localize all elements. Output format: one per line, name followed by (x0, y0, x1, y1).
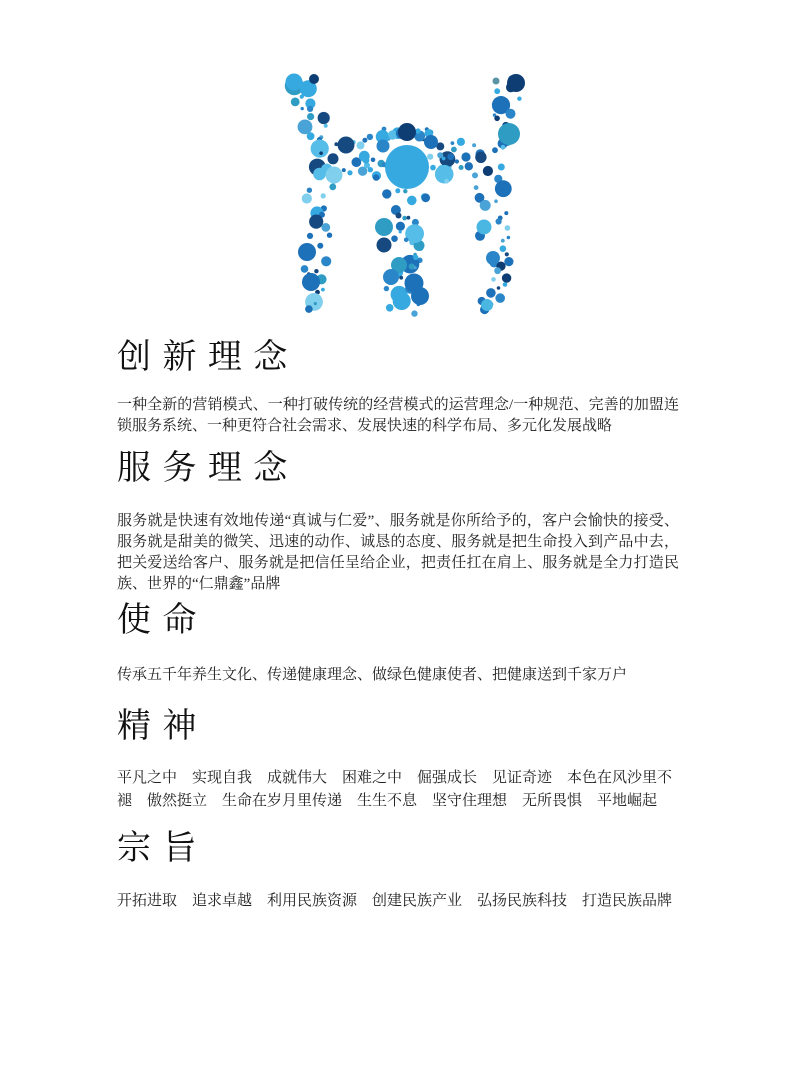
section-text-purpose: 开拓进取 追求卓越 利用民族资源 创建民族产业 弘扬民族科技 打造民族品牌 (117, 893, 673, 909)
section-text-mission: 传承五千年养生文化、传递健康理念、做绿色健康使者、把健康送到千家万户 (117, 667, 628, 683)
section-title-spirit: 精 神 (117, 707, 198, 745)
brand-logo (287, 66, 527, 322)
section-title-service: 服 务 理 念 (117, 449, 289, 487)
section-text-service: 服务就是快速有效地传递“真诚与仁爱”、服务就是你所给予的，客户会愉快的接受、服务就是甜美的微笑、迅速的动作、诚恳的态度、服务就是把生命投入到产品中去，把关爱送给客户、服务就是把信任呈给企业，把责任扛在肩上、服务就是全力打造民族、世界的“仁鼎鑫”品牌 (117, 513, 679, 592)
section-text-innovation: 一种全新的营销模式、一种打破传统的经营模式的运营理念/一种规范、完善的加盟连锁服务系统、一种更符合社会需求、发展快速的科学布局、多元化发展战略 (117, 397, 679, 434)
section-text-spirit: 平凡之中 实现自我 成就伟大 困难之中 倔强成长 见证奇迹 本色在风沙里不褪 傲然挺立 生命在岁月里传递 生生不息 坚守住理想 无所畏惧 平地崛起 (117, 770, 673, 809)
section-title-mission: 使 命 (117, 601, 198, 639)
section-title-innovation: 创 新 理 念 (117, 338, 289, 376)
section-title-purpose: 宗 旨 (117, 829, 198, 867)
logo-dots-icon (287, 66, 527, 322)
